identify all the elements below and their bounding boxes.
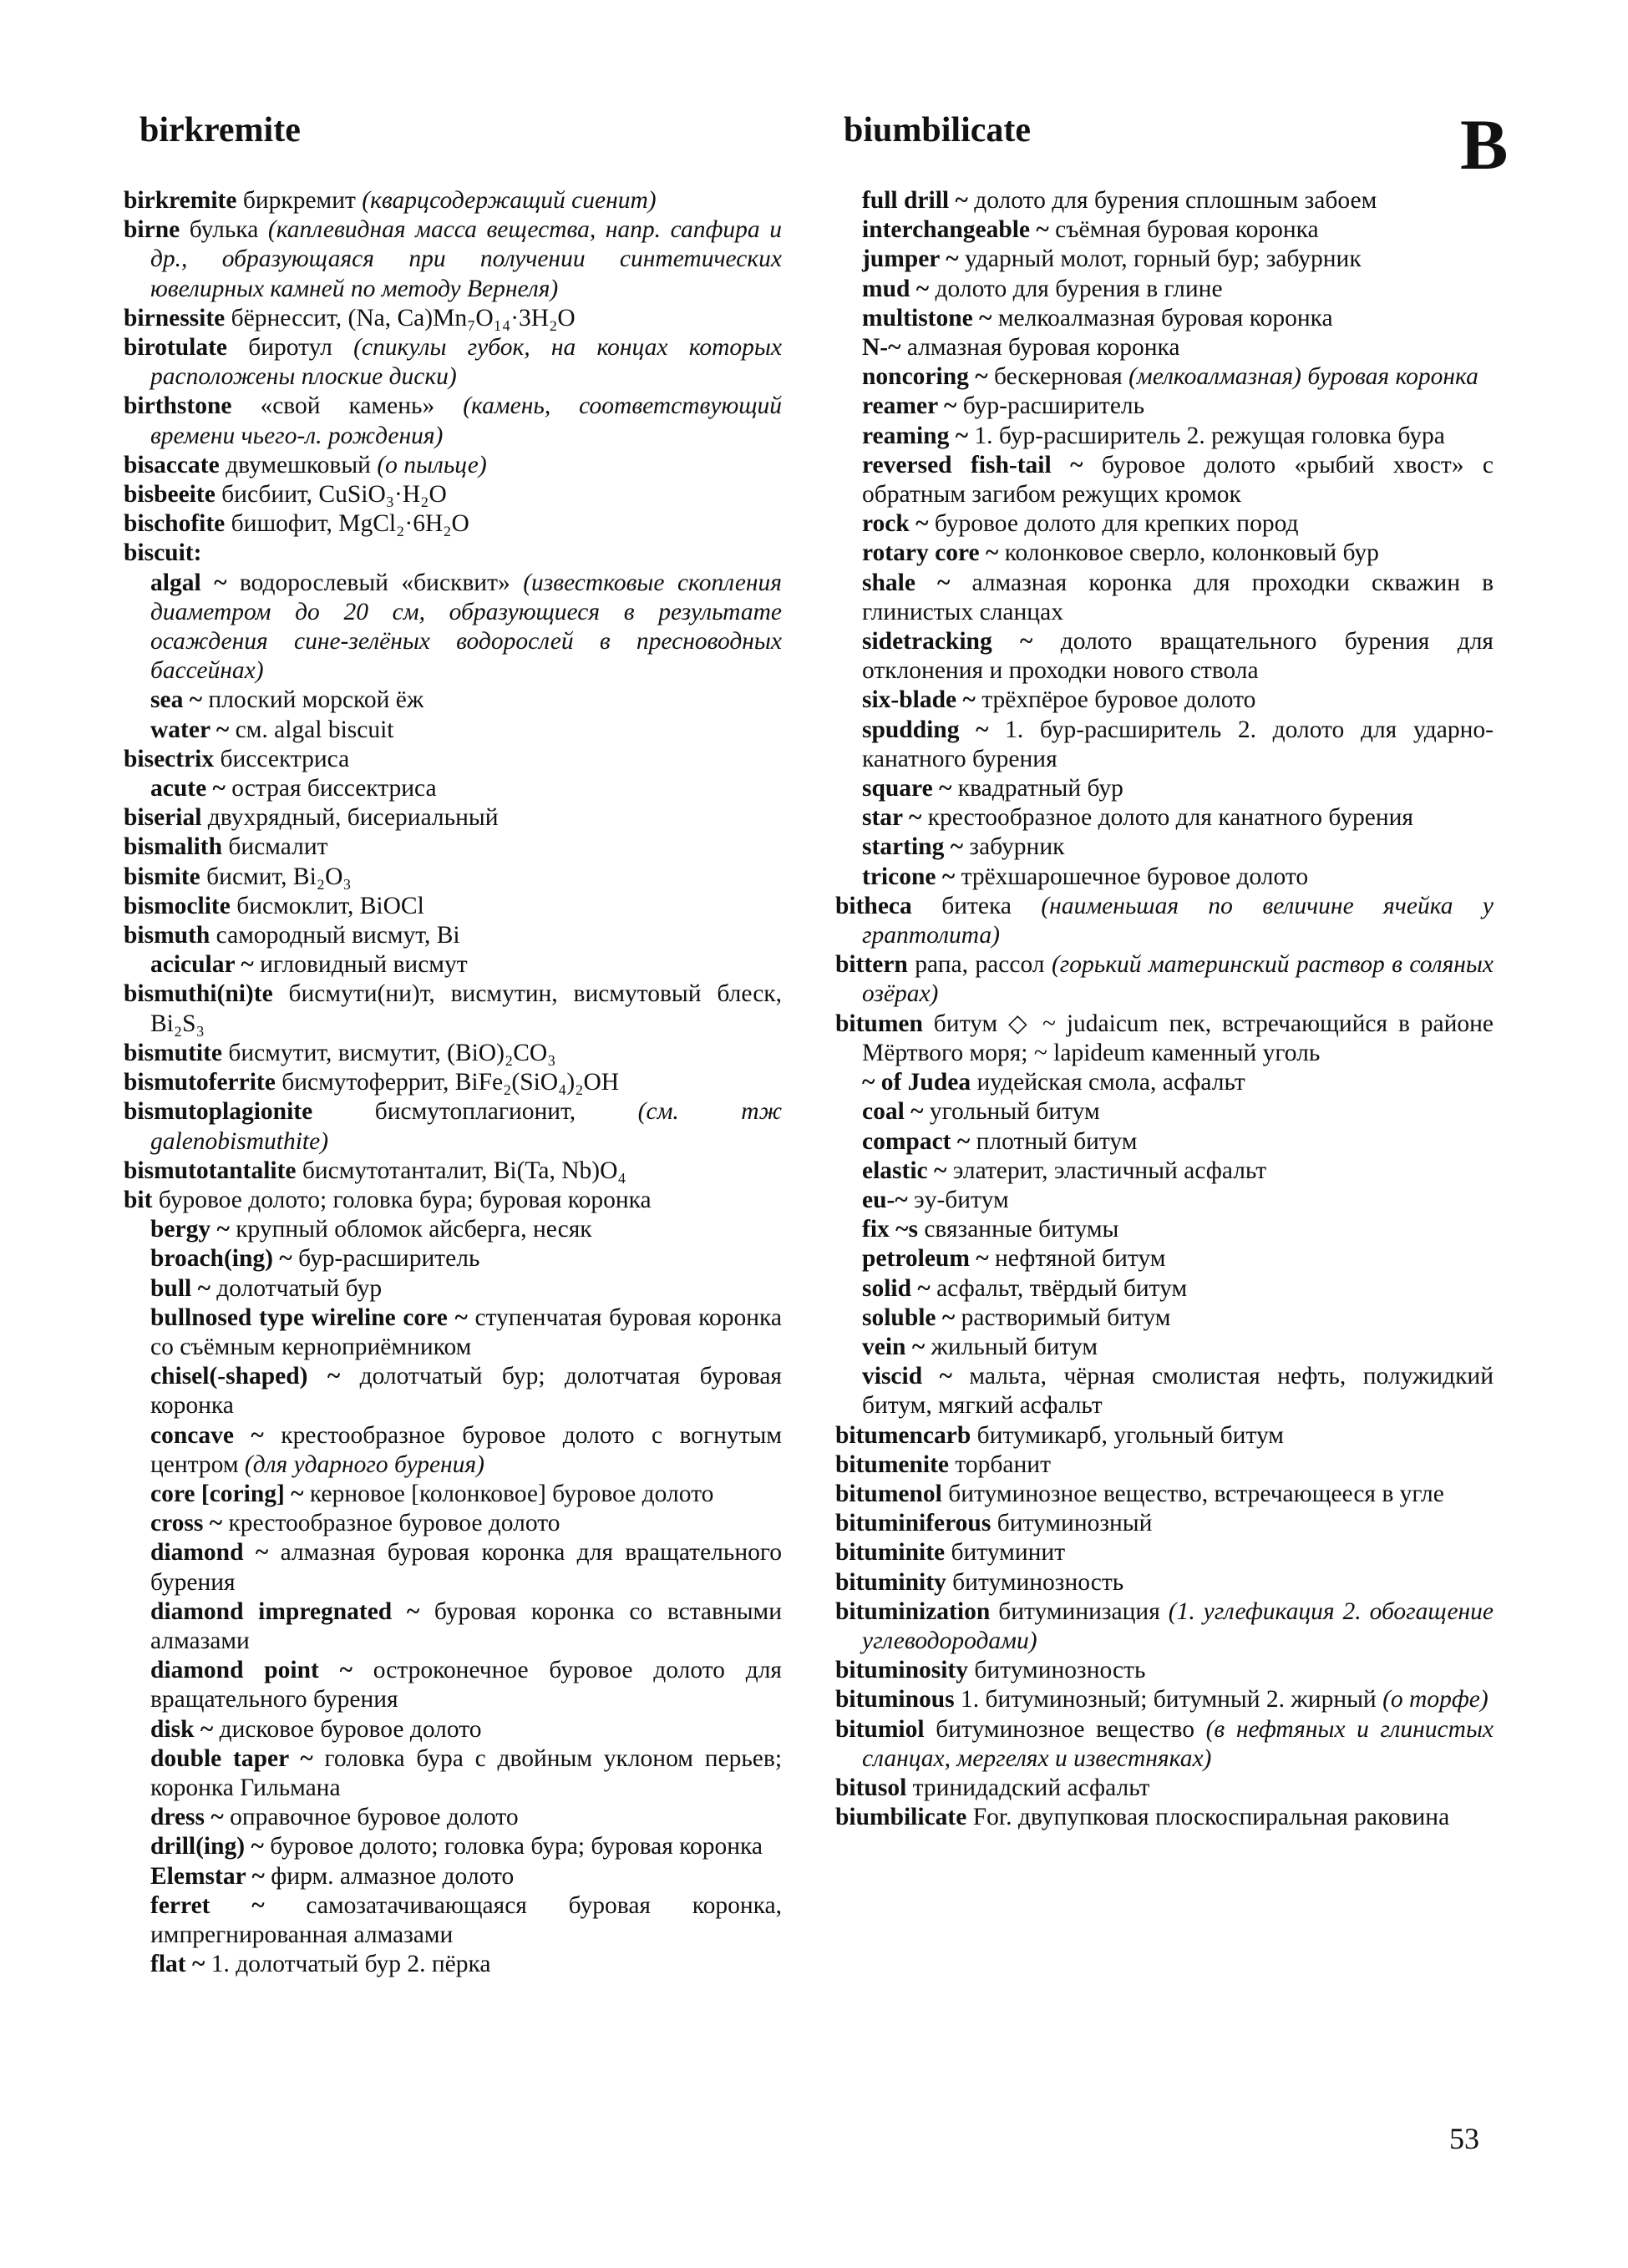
- entry-translation: бур-расширитель: [298, 1245, 480, 1273]
- entry-translation: битуминит: [951, 1539, 1066, 1567]
- dictionary-subentry: [835, 215, 1494, 245]
- dictionary-entry: [124, 833, 782, 862]
- entry-translation: растворимый битум: [961, 1304, 1171, 1331]
- entry-translation: самозатачивающаяся буровая коронка, импрегнированная алмазами: [150, 1891, 783, 1948]
- entry-headword: biserial: [124, 804, 202, 832]
- dictionary-entry: [124, 1157, 782, 1186]
- dictionary-subentry: [835, 686, 1494, 715]
- entry-translation: буровое долото; головка бура; буровая коронка: [158, 1186, 652, 1213]
- entry-translation: двухрядный, бисериальный: [207, 804, 499, 832]
- dictionary-subentry: [835, 1127, 1494, 1157]
- entry-headword: star ~: [862, 804, 922, 832]
- entry-headword: reaming ~: [862, 422, 969, 449]
- entry-translation: крестообразное буровое долото с вогнутым центром: [150, 1421, 783, 1478]
- dictionary-entry: [835, 1450, 1494, 1480]
- entry-translation: асфальт, твёрдый битум: [936, 1274, 1188, 1302]
- entry-headword: rock ~: [862, 510, 929, 538]
- dictionary-subentry: [124, 1244, 782, 1273]
- entry-translation: битуминозность: [952, 1568, 1124, 1596]
- entry-translation: керновое [колонковое] буровое долото: [309, 1480, 714, 1507]
- dictionary-entry: [835, 950, 1494, 1009]
- entry-headword: dress ~: [150, 1804, 224, 1831]
- entry-headword: bitumen: [835, 1010, 923, 1037]
- entry-translation: биссектриса: [220, 745, 350, 772]
- entry-headword: bisaccate: [124, 451, 220, 478]
- entry-headword: birnessite: [124, 304, 226, 332]
- entry-headword: birthstone: [124, 392, 232, 420]
- entry-translation: мальта, чёрная смолистая нефть, полужидкий битум, мягкий асфальт: [862, 1363, 1494, 1420]
- dictionary-subentry: [835, 1186, 1494, 1215]
- dictionary-entry: [124, 333, 782, 392]
- entry-headword: bitumiol: [835, 1715, 925, 1743]
- entry-note: (мелкоалмазная) буровая коронка: [1128, 363, 1478, 391]
- entry-translation: бисмути(ни)т, висмутин, висмутовый блеск, Bi₂S₃: [150, 980, 783, 1037]
- dictionary-subentry: [124, 1832, 782, 1861]
- entry-note: (в нефтяных и глинистых сланцах, мергелях и известняках): [862, 1715, 1494, 1772]
- entry-headword: bisbeeite: [124, 481, 216, 509]
- entry-headword: bismutoplagionite: [124, 1098, 313, 1126]
- dictionary-subentry: [835, 1244, 1494, 1273]
- entry-headword: bergy ~: [150, 1216, 230, 1243]
- left-column: [124, 186, 782, 1979]
- entry-translation: трёхпёрое буровое долото: [981, 686, 1256, 714]
- entry-headword: spudding ~: [862, 716, 989, 743]
- dictionary-entry: [835, 1538, 1494, 1567]
- dictionary-subentry: [835, 186, 1494, 215]
- dictionary-entry: [835, 1480, 1494, 1509]
- dictionary-subentry: [835, 333, 1494, 362]
- entry-headword: birne: [124, 216, 180, 244]
- entry-translation: рапа, рассол: [915, 951, 1045, 979]
- dictionary-entry: [124, 392, 782, 450]
- entry-headword: tricone ~: [862, 863, 956, 890]
- entry-translation: бисмалит: [228, 833, 328, 861]
- entry-translation: игловидный висмут: [260, 951, 468, 979]
- entry-headword: bitumenol: [835, 1480, 942, 1507]
- entry-translation: см. algal biscuit: [235, 716, 394, 743]
- entry-translation: угольный битум: [929, 1098, 1100, 1126]
- entry-headword: algal ~: [150, 569, 227, 596]
- entry-headword: water ~: [150, 716, 230, 743]
- entry-translation: битуминозность: [974, 1657, 1146, 1684]
- entry-headword: diamond impregnated ~: [150, 1597, 420, 1625]
- entry-translation: дисковое буровое долото: [219, 1715, 482, 1743]
- entry-headword: rotary core ~: [862, 539, 999, 567]
- dictionary-entry: [124, 304, 782, 333]
- dictionary-entry: [835, 1509, 1494, 1538]
- dictionary-entry: [124, 480, 782, 509]
- entry-headword: starting ~: [862, 833, 964, 861]
- entry-translation: плотный битум: [976, 1127, 1138, 1155]
- entry-translation: плоский морской ёж: [208, 686, 424, 714]
- entry-translation: «свой камень»: [260, 392, 435, 420]
- dictionary-subentry: [835, 1333, 1494, 1362]
- entry-headword: bismuthi(ni)te: [124, 980, 273, 1008]
- entry-headword: Elemstar ~: [150, 1862, 265, 1890]
- dictionary-subentry: [835, 1097, 1494, 1126]
- entry-headword: diamond point ~: [150, 1657, 352, 1684]
- dictionary-entry: [124, 539, 782, 568]
- dictionary-subentry: [835, 569, 1494, 627]
- entry-headword: vein ~: [862, 1333, 926, 1360]
- entry-headword: elastic ~: [862, 1157, 947, 1184]
- entry-note: (горький материнский раствор в соляных озёрах): [862, 951, 1494, 1008]
- entry-translation: съёмная буровая коронка: [1055, 216, 1319, 244]
- dictionary-subentry: [124, 1862, 782, 1891]
- dictionary-entry: [124, 451, 782, 480]
- dictionary-entry: [124, 803, 782, 833]
- entry-translation: бескерновая: [993, 363, 1123, 391]
- entry-headword: bismite: [124, 863, 200, 890]
- entry-note: (о торфе): [1382, 1686, 1489, 1714]
- entry-translation: 1. бур-расширитель 2. режущая головка бура: [974, 422, 1445, 449]
- dictionary-subentry: [835, 774, 1494, 803]
- entry-headword: bituminite: [835, 1539, 946, 1567]
- entry-translation: крупный обломок айсберга, несяк: [236, 1216, 592, 1243]
- dictionary-entry: [835, 1421, 1494, 1450]
- entry-headword: viscid ~: [862, 1363, 952, 1390]
- entry-headword: bitheca: [835, 892, 912, 919]
- dictionary-entry: [124, 1097, 782, 1156]
- dictionary-entry: [835, 1656, 1494, 1685]
- entry-translation: водорослевый «бисквит»: [239, 569, 510, 596]
- entry-headword: bituminiferous: [835, 1510, 992, 1537]
- entry-headword: bullnosed type wireline core ~: [150, 1304, 468, 1331]
- dictionary-subentry: [835, 803, 1494, 833]
- dictionary-entry: [124, 892, 782, 921]
- entry-translation: битум ◇ ~ judaicum пек, встречающийся в районе Мёртвого моря; ~ lapideum каменный уголь: [862, 1010, 1494, 1066]
- dictionary-subentry: [124, 1421, 782, 1480]
- dictionary-subentry: [124, 686, 782, 715]
- dictionary-subentry: [835, 1215, 1494, 1244]
- entry-translation: алмазная коронка для проходки скважин в глинистых сланцах: [862, 569, 1494, 625]
- dictionary-subentry: [835, 422, 1494, 451]
- entry-headword: bit: [124, 1186, 153, 1213]
- dictionary-subentry: [124, 1803, 782, 1832]
- entry-headword: square ~: [862, 775, 952, 802]
- entry-translation: тринидадский асфальт: [912, 1774, 1150, 1801]
- dictionary-entry: [124, 1186, 782, 1215]
- entry-note: (известковые скопления диаметром до 20 см, образующиеся в результате осаждения сине-зелёных водорослей в пресноводных бассейнах): [150, 569, 783, 685]
- entry-headword: chisel(-shaped) ~: [150, 1363, 341, 1390]
- dictionary-subentry: [835, 833, 1494, 862]
- dictionary-subentry: [835, 1068, 1494, 1097]
- entry-headword: eu-~: [862, 1186, 908, 1213]
- dictionary-entry: [835, 1597, 1494, 1656]
- dictionary-entry: [835, 892, 1494, 950]
- entry-translation: битуминозный: [997, 1510, 1153, 1537]
- entry-translation: бишофит, MgCl₂·6H₂O: [231, 510, 469, 538]
- dictionary-subentry: [835, 362, 1494, 392]
- dictionary-entry: [124, 863, 782, 892]
- dictionary-subentry: [124, 716, 782, 745]
- entry-headword: drill(ing) ~: [150, 1833, 264, 1860]
- entry-headword: cross ~: [150, 1510, 223, 1537]
- entry-headword: acute ~: [150, 775, 226, 802]
- entry-headword: solid ~: [862, 1274, 931, 1302]
- guide-word-right: biumbilicate: [844, 111, 1032, 149]
- entry-translation: битуминозное вещество, встречающееся в угле: [948, 1480, 1444, 1507]
- dictionary-subentry: [124, 1304, 782, 1362]
- entry-headword: bituminous: [835, 1686, 955, 1714]
- entry-translation: крестообразное буровое долото: [228, 1510, 560, 1537]
- entry-headword: bitumenite: [835, 1450, 950, 1478]
- entry-translation: нефтяной битум: [995, 1245, 1166, 1273]
- dictionary-subentry: [124, 1597, 782, 1656]
- entry-translation: буровое долото «рыбий хвост» с обратным загибом режущих кромок: [862, 451, 1494, 509]
- entry-translation: битумикарб, угольный битум: [976, 1421, 1284, 1449]
- dictionary-subentry: [124, 1274, 782, 1304]
- entry-translation: долото вращательного бурения для отклонения и проходки нового ствола: [862, 628, 1494, 685]
- entry-headword: ~ of Judea: [862, 1069, 971, 1096]
- entry-translation: бисмоклит, BiOCl: [236, 892, 424, 919]
- entry-headword: interchangeable ~: [862, 216, 1049, 244]
- dictionary-entry: [124, 1039, 782, 1068]
- entry-translation: остроконечное буровое долото для вращательного бурения: [150, 1657, 782, 1714]
- dictionary-subentry: [124, 1715, 782, 1744]
- page-number: 53: [1449, 2122, 1479, 2155]
- entry-headword: reamer ~: [862, 392, 957, 420]
- entry-headword: bismuth: [124, 922, 210, 949]
- entry-headword: N-~: [862, 334, 901, 362]
- entry-headword: concave ~: [150, 1421, 264, 1449]
- dictionary-entry: [835, 1010, 1494, 1068]
- entry-headword: bittern: [835, 951, 908, 979]
- entry-note: (кварцсодержащий сиенит): [362, 187, 657, 214]
- dictionary-subentry: [124, 1656, 782, 1714]
- entry-headword: double taper ~: [150, 1744, 313, 1772]
- entry-translation: бисмутотанталит, Bi(Ta, Nb)O₄: [302, 1157, 626, 1184]
- entry-headword: birkremite: [124, 187, 237, 214]
- dictionary-entry: [124, 509, 782, 539]
- entry-translation: бёрнессит, (Na, Ca)Mn₇O₁₄·3H₂O: [231, 304, 576, 332]
- entry-headword: shale ~: [862, 569, 951, 596]
- entry-translation: фирм. алмазное долото: [271, 1862, 515, 1890]
- dictionary-subentry: [835, 1362, 1494, 1420]
- dictionary-entry: [835, 1568, 1494, 1597]
- entry-translation: трёхшарошечное буровое долото: [961, 863, 1309, 890]
- entry-translation: битуминозное вещество: [936, 1715, 1194, 1743]
- entry-headword: biumbilicate: [835, 1804, 967, 1831]
- entry-translation: буровое долото; головка бура; буровая коронка: [270, 1833, 763, 1860]
- entry-headword: bitusol: [835, 1774, 907, 1801]
- entry-translation: торбанит: [955, 1450, 1051, 1478]
- entry-translation: 1. долотчатый бур 2. пёрка: [210, 1951, 491, 1978]
- dictionary-subentry: [835, 451, 1494, 509]
- entry-translation: битека: [941, 892, 1012, 919]
- entry-headword: ferret ~: [150, 1891, 265, 1919]
- entry-translation: бисмутит, висмутит, (BiO)₂CO₃: [228, 1039, 556, 1066]
- dictionary-subentry: [835, 863, 1494, 892]
- entry-headword: jumper ~: [862, 246, 959, 273]
- dictionary-entry: [124, 215, 782, 304]
- entry-translation: биркремит: [242, 187, 356, 214]
- entry-headword: reversed fish-tail ~: [862, 451, 1083, 478]
- dictionary-subentry: [124, 1950, 782, 1979]
- entry-note: (для ударного бурения): [244, 1450, 484, 1478]
- entry-note: (см. тж galenobismuthite): [150, 1098, 783, 1155]
- dictionary-subentry: [835, 716, 1494, 774]
- entry-translation: крестообразное долото для канатного бурения: [927, 804, 1413, 832]
- entry-headword: fix ~s: [862, 1216, 918, 1243]
- entry-translation: мелкоалмазная буровая коронка: [997, 304, 1333, 332]
- dictionary-subentry: [835, 1157, 1494, 1186]
- dictionary-subentry: [124, 1480, 782, 1509]
- entry-translation: булька: [189, 216, 259, 244]
- entry-headword: full drill ~: [862, 187, 968, 214]
- entry-headword: mud ~: [862, 275, 930, 302]
- dictionary-subentry: [835, 627, 1494, 686]
- entry-translation: долото для бурения сплошным забоем: [974, 187, 1377, 214]
- dictionary-subentry: [124, 1362, 782, 1420]
- entry-note: (1. углефикация 2. обогащение углеводородами): [862, 1597, 1494, 1654]
- dictionary-subentry: [124, 950, 782, 980]
- entry-headword: sidetracking ~: [862, 628, 1033, 656]
- entry-translation: буровая коронка со вставными алмазами: [150, 1597, 783, 1654]
- entry-headword: bitumencarb: [835, 1421, 971, 1449]
- right-column: [835, 186, 1494, 1832]
- dictionary-subentry: [835, 1274, 1494, 1304]
- entry-translation: элатерит, эластичный асфальт: [952, 1157, 1267, 1184]
- entry-note: (камень, соответствующий времени чьего-л. рождения): [150, 392, 783, 449]
- section-letter: B: [1460, 104, 1509, 185]
- dictionary-subentry: [124, 569, 782, 686]
- entry-headword: bull ~: [150, 1274, 210, 1302]
- entry-headword: bismalith: [124, 833, 223, 861]
- entry-translation: двумешковый: [226, 451, 371, 478]
- dictionary-subentry: [835, 1304, 1494, 1333]
- entry-headword: noncoring ~: [862, 363, 988, 391]
- dictionary-subentry: [835, 245, 1494, 274]
- dictionary-subentry: [835, 392, 1494, 421]
- dictionary-entry: [124, 745, 782, 774]
- entry-headword: core [coring] ~: [150, 1480, 304, 1507]
- dictionary-subentry: [124, 1509, 782, 1538]
- entry-translation: алмазная буровая коронка: [906, 334, 1180, 362]
- entry-translation: бисмит, Bi₂O₃: [206, 863, 352, 890]
- entry-headword: coal ~: [862, 1098, 924, 1126]
- entry-headword: multistone ~: [862, 304, 992, 332]
- entry-translation: бисмутоферрит, BiFe₂(SiO₄)₂OH: [281, 1069, 620, 1096]
- entry-headword: broach(ing) ~: [150, 1245, 292, 1273]
- entry-headword: soluble ~: [862, 1304, 956, 1331]
- entry-translation: квадратный бур: [957, 775, 1123, 802]
- entry-translation: бур-расширитель: [962, 392, 1145, 420]
- entry-translation: жильный битум: [931, 1333, 1098, 1360]
- entry-headword: diamond ~: [150, 1539, 269, 1567]
- entry-translation: 1. бур-расширитель 2. долото для ударно-канатного бурения: [862, 716, 1494, 772]
- entry-translation: буровое долото для крепких пород: [934, 510, 1299, 538]
- dictionary-subentry: [124, 1538, 782, 1597]
- entry-headword: bismutotantalite: [124, 1157, 297, 1184]
- entry-note: (наименьшая по величине ячейка у граптолита): [862, 892, 1494, 949]
- guide-word-left: birkremite: [139, 111, 301, 149]
- entry-translation: бисмутоплагионит,: [374, 1098, 576, 1126]
- dictionary-subentry: [124, 1744, 782, 1803]
- entry-translation: связанные битумы: [924, 1216, 1119, 1243]
- entry-translation: головка бура с двойным уклоном перьев; коронка Гильмана: [150, 1744, 783, 1801]
- dictionary-subentry: [124, 774, 782, 803]
- entry-headword: biscuit:: [124, 539, 202, 567]
- entry-headword: bituminity: [835, 1568, 946, 1596]
- entry-headword: bismutite: [124, 1039, 222, 1066]
- entry-translation: самородный висмут, Bi: [216, 922, 460, 949]
- entry-headword: six-blade ~: [862, 686, 976, 714]
- entry-headword: bisectrix: [124, 745, 215, 772]
- entry-note: (о пыльце): [377, 451, 487, 478]
- entry-headword: petroleum ~: [862, 1245, 989, 1273]
- entry-translation: эу-битум: [914, 1186, 1009, 1213]
- entry-headword: bismoclite: [124, 892, 231, 919]
- dictionary-entry: [124, 1068, 782, 1097]
- entry-headword: bismutoferrite: [124, 1069, 276, 1096]
- entry-headword: acicular ~: [150, 951, 254, 979]
- entry-translation: ступенчатая буровая коронка со съёмным керноприёмником: [150, 1304, 782, 1360]
- dictionary-entry: [124, 186, 782, 215]
- entry-translation: биротул: [248, 334, 332, 362]
- entry-headword: disk ~: [150, 1715, 214, 1743]
- entry-headword: bituminosity: [835, 1657, 969, 1684]
- entry-headword: flat ~: [150, 1951, 205, 1978]
- entry-translation: битуминизация: [998, 1597, 1160, 1625]
- dictionary-entry: [835, 1715, 1494, 1774]
- dictionary-subentry: [124, 1891, 782, 1950]
- dictionary-subentry: [835, 304, 1494, 333]
- entry-translation: долотчатый бур; долотчатая буровая коронка: [150, 1363, 783, 1420]
- dictionary-entry: [835, 1774, 1494, 1803]
- entry-note: (каплевидная масса вещества, напр. сапфира и др., образующаяся при получении синтетических ювелирных камней по методу Вернеля): [150, 216, 782, 302]
- entry-translation: долотчатый бур: [216, 1274, 383, 1302]
- entry-headword: bituminization: [835, 1597, 991, 1625]
- dictionary-subentry: [835, 275, 1494, 304]
- entry-headword: compact ~: [862, 1127, 971, 1155]
- entry-translation: долото для бурения в глине: [935, 275, 1223, 302]
- entry-translation: оправочное буровое долото: [230, 1804, 519, 1831]
- entry-translation: иудейская смола, асфальт: [976, 1069, 1245, 1096]
- dictionary-subentry: [835, 539, 1494, 568]
- entry-translation: алмазная буровая коронка для вращательного бурения: [150, 1539, 782, 1596]
- dictionary-entry: [835, 1685, 1494, 1714]
- entry-note: (спикулы губок, на концах которых расположены плоские диски): [150, 334, 783, 391]
- entry-translation: колонковое сверло, колонковый бур: [1004, 539, 1379, 567]
- entry-translation: забурник: [969, 833, 1065, 861]
- dictionary-entry: [124, 980, 782, 1038]
- dictionary-entry: [124, 921, 782, 950]
- entry-translation: 1. битуминозный; битумный 2. жирный: [961, 1686, 1377, 1714]
- entry-headword: bischofite: [124, 510, 226, 538]
- dictionary-entry: [835, 1803, 1494, 1832]
- entry-translation: бисбиит, CuSiO₃·H₂O: [221, 481, 447, 509]
- dictionary-subentry: [835, 509, 1494, 539]
- dictionary-subentry: [124, 1215, 782, 1244]
- entry-headword: sea ~: [150, 686, 203, 714]
- entry-translation: ударный молот, горный бур; забурник: [964, 246, 1362, 273]
- entry-translation: For. двупупковая плоскоспиральная раковина: [972, 1804, 1450, 1831]
- entry-headword: birotulate: [124, 334, 228, 362]
- entry-translation: острая биссектриса: [231, 775, 437, 802]
